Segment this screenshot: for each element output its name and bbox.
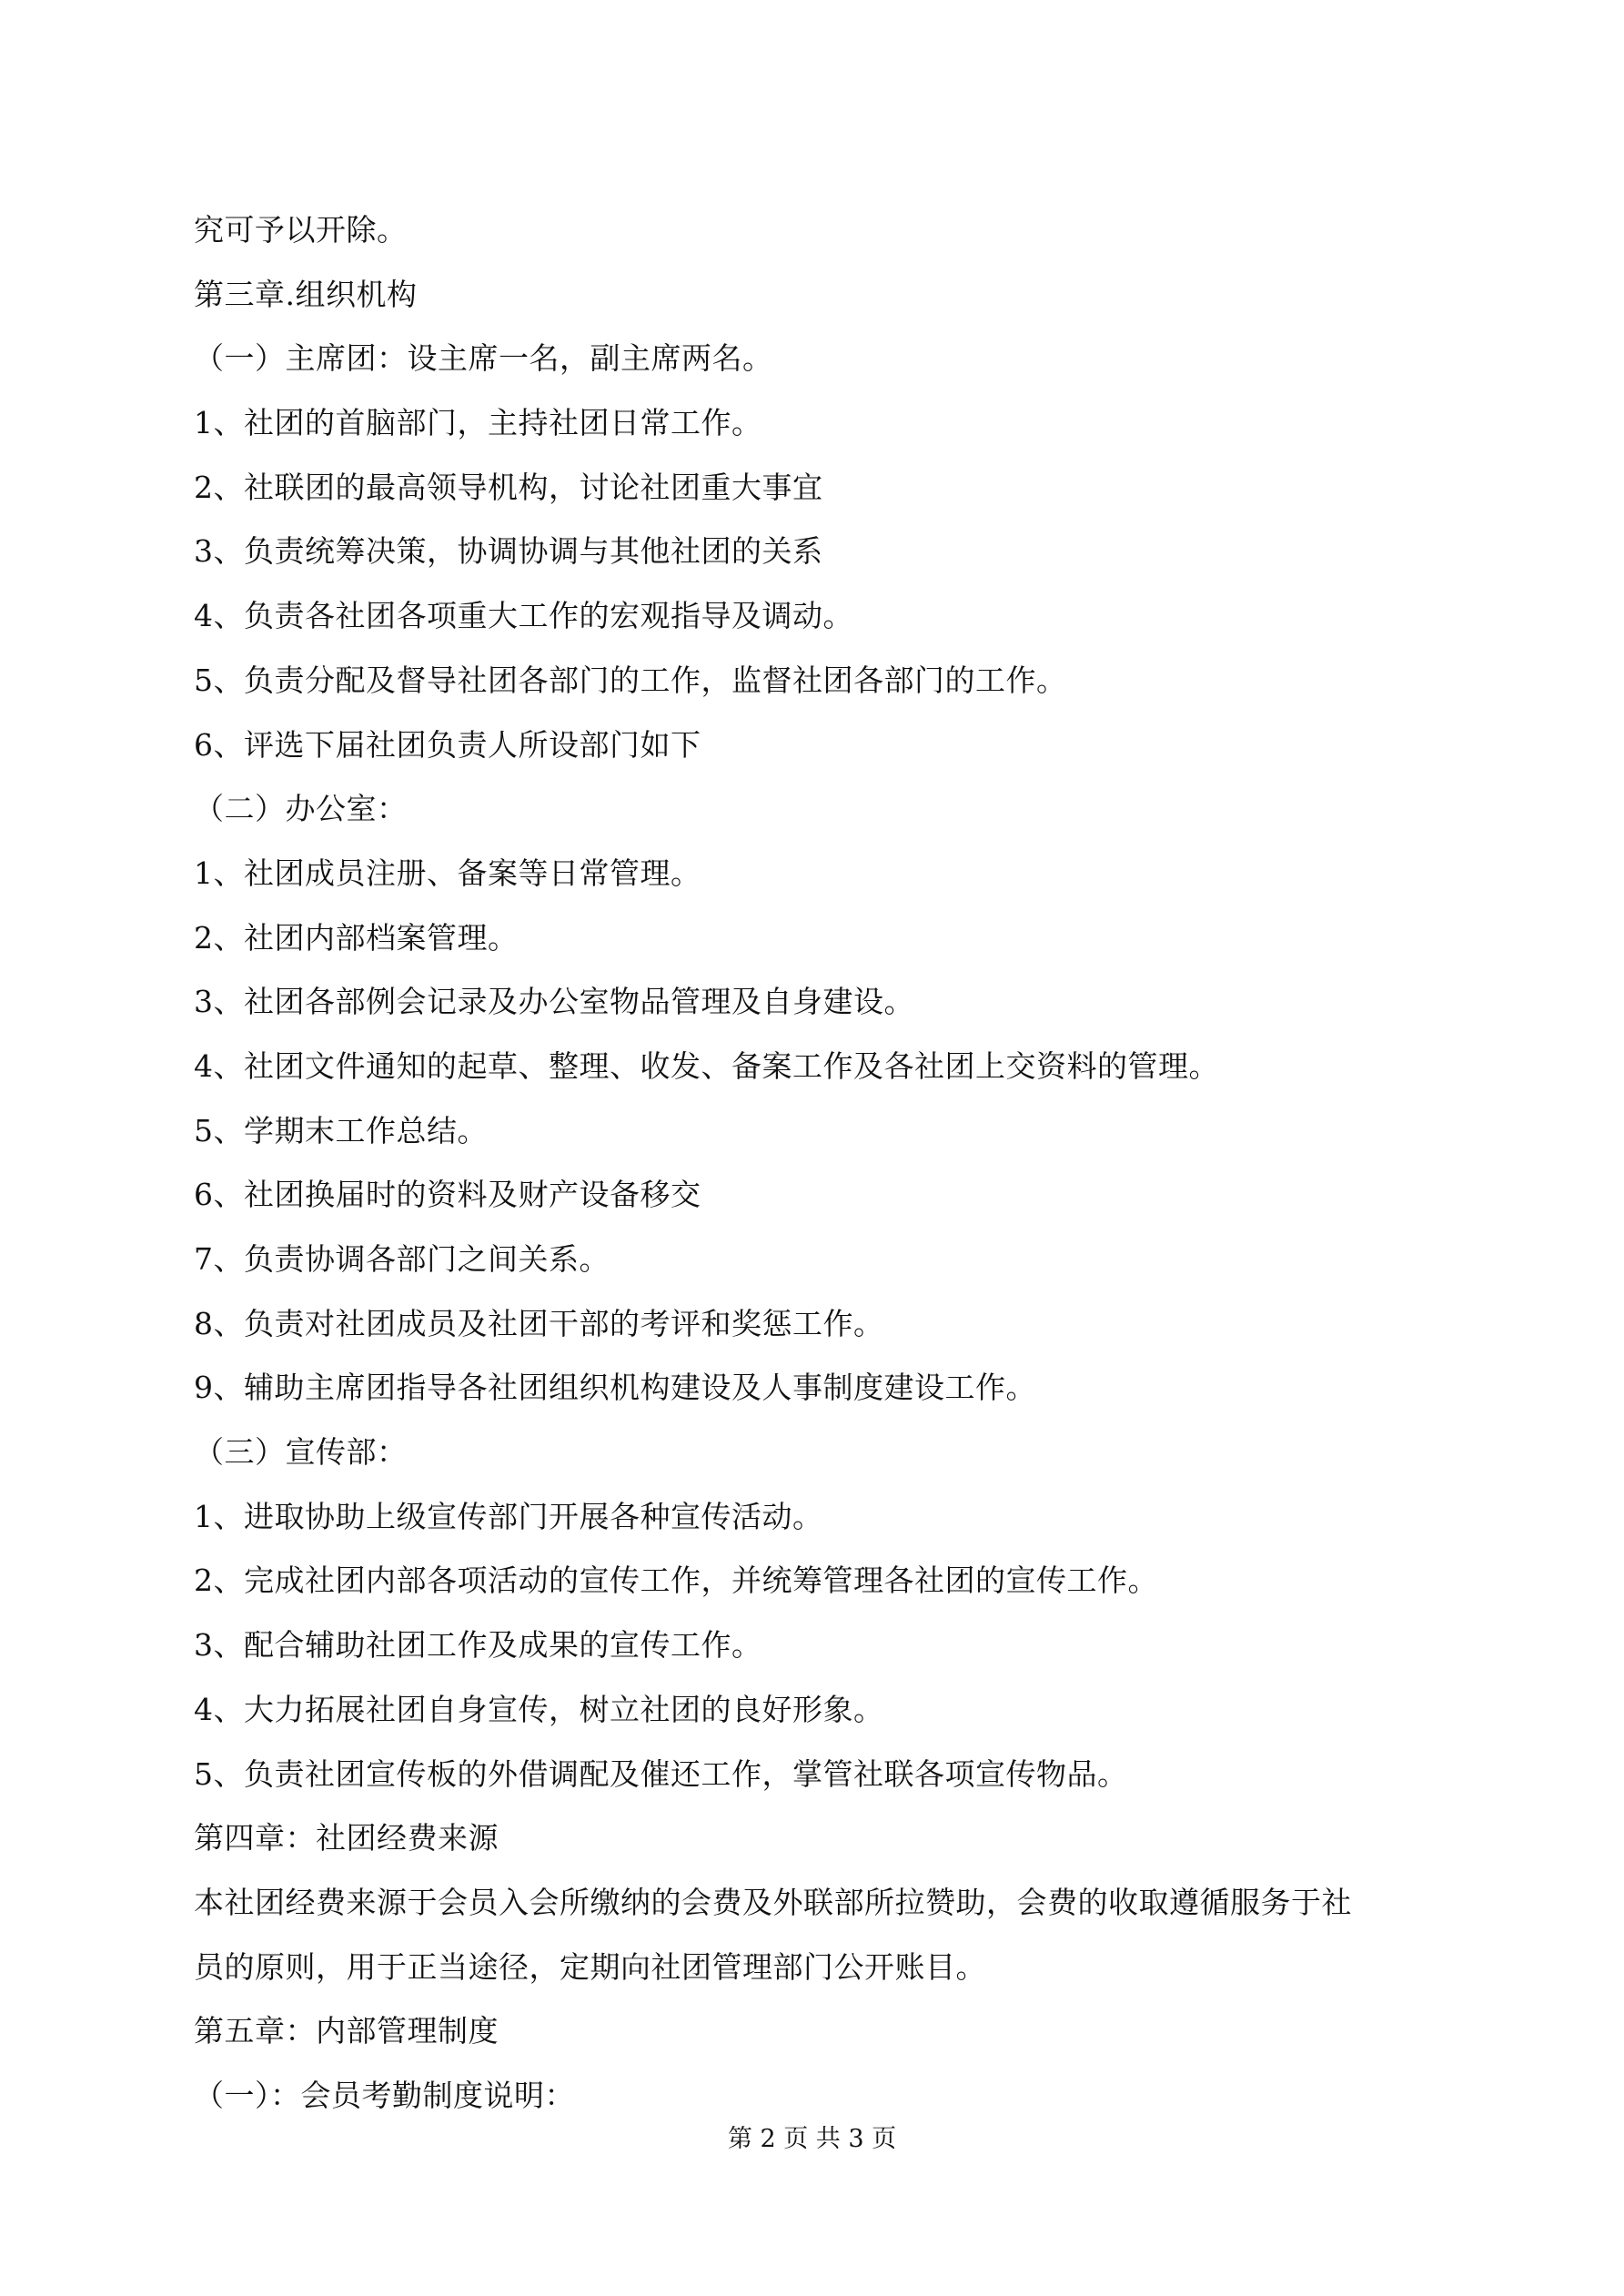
list-item: 2、完成社团内部各项活动的宣传工作，并统筹管理各社团的宣传工作。 [194,1563,1158,1599]
list-item: 6、社团换届时的资料及财产设备移交 [194,1177,701,1213]
list-item: 1、社团成员注册、备案等日常管理。 [194,855,701,891]
list-item: 4、社团文件通知的起草、整理、收发、备案工作及各社团上交资料的管理。 [194,1047,1219,1084]
section-heading: （一）：会员考勤制度说明： [194,2077,575,2113]
list-item: 7、负责协调各部门之间关系。 [194,1241,610,1277]
list-item: 2、社联团的最高领导机构，讨论社团重大事宜 [194,469,823,505]
list-item: 5、学期末工作总结。 [194,1112,488,1148]
section-heading: （三）宣传部： [194,1434,408,1471]
list-item: 1、社团的首脑部门，主持社团日常工作。 [194,405,762,441]
list-item: 3、负责统筹决策，协调协调与其他社团的关系 [194,533,823,570]
chapter-heading: 第四章：社团经费来源 [194,1820,499,1856]
text-line: 究可予以开除。 [194,212,408,248]
document-body [194,198,1458,2129]
chapter-heading: 第五章：内部管理制度 [194,2013,499,2049]
list-item: 1、进取协助上级宣传部门开展各种宣传活动。 [194,1498,823,1534]
page-number-footer: 第 2 页 共 3 页 [727,2125,897,2153]
list-item: 3、社团各部例会记录及办公室物品管理及自身建设。 [194,984,914,1020]
list-item: 3、配合辅助社团工作及成果的宣传工作。 [194,1627,762,1664]
list-item: 4、大力拓展社团自身宣传，树立社团的良好形象。 [194,1691,884,1727]
list-item: 5、负责分配及督导社团各部门的工作，监督社团各部门的工作。 [194,662,1067,698]
chapter-heading: 第三章.组织机构 [194,276,418,312]
paragraph-line: 本社团经费来源于会员入会所缴纳的会费及外联部所拉赞助，会费的收取遵循服务于社 [194,1884,1352,1920]
list-item: 6、评选下届社团负责人所设部门如下 [194,726,701,763]
list-item: 9、辅助主席团指导各社团组织机构建设及人事制度建设工作。 [194,1370,1036,1406]
list-item: 4、负责各社团各项重大工作的宏观指导及调动。 [194,598,853,634]
list-item: 8、负责对社团成员及社团干部的考评和奖惩工作。 [194,1305,884,1341]
list-item: 5、负责社团宣传板的外借调配及催还工作，掌管社联各项宣传物品。 [194,1755,1128,1792]
section-heading: （一）主席团：设主席一名，副主席两名。 [194,340,773,377]
paragraph-line: 员的原则，用于正当途径，定期向社团管理部门公开账目。 [194,1948,986,1985]
list-item: 2、社团内部档案管理。 [194,919,519,956]
section-heading: （二）办公室： [194,791,408,827]
